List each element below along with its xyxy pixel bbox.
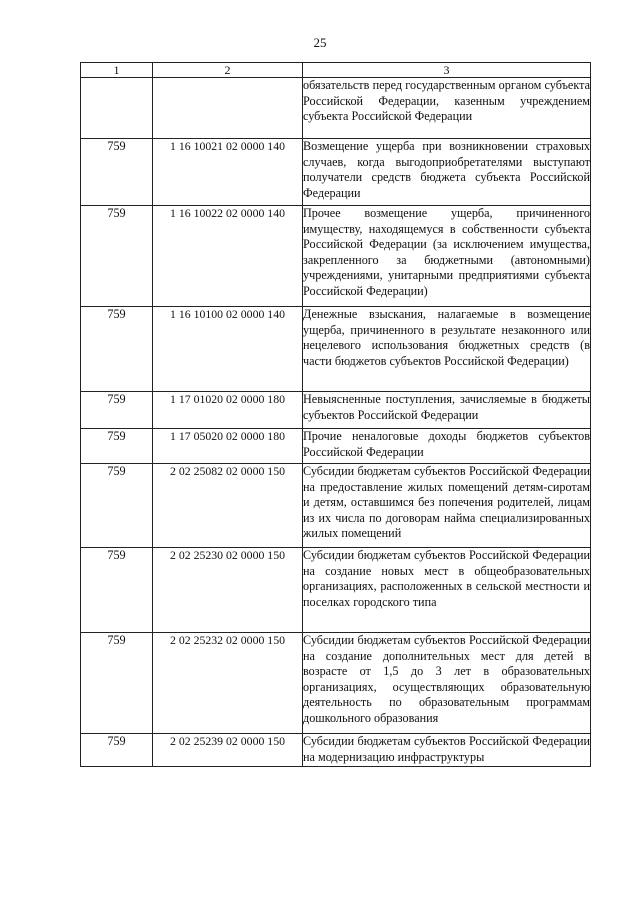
- admin-code-cell: 759: [81, 206, 153, 307]
- admin-code-cell: [81, 78, 153, 139]
- admin-code-cell: 759: [81, 139, 153, 206]
- table-row: [81, 139, 591, 206]
- description-cell: Прочее возмещение ущерба, причиненного имуществу, находящемуся в собственности субъекта Российской Федерации (за исключением имущества, закрепленного за бюджетными (автономными) учреждениями, унитарными предприятиями субъекта Российской Федерации): [303, 206, 591, 307]
- income-code-cell: [153, 78, 303, 139]
- income-code-cell: 1 16 10100 02 0000 140: [153, 307, 303, 392]
- table-row: [81, 206, 591, 307]
- description-cell: Невыясненные поступления, зачисляемые в бюджеты субъектов Российской Федерации: [303, 392, 591, 429]
- table-row: [81, 548, 591, 633]
- table-row: [81, 78, 591, 139]
- income-code-cell: 2 02 25230 02 0000 150: [153, 548, 303, 633]
- description-cell: Прочие неналоговые доходы бюджетов субъектов Российской Федерации: [303, 429, 591, 464]
- description-cell: Субсидии бюджетам субъектов Российской Федерации на модернизацию инфраструктуры: [303, 734, 591, 767]
- description-cell: обязательств перед государственным органом субъекта Российской Федерации, казенным учреждением субъекта Российской Федерации: [303, 78, 591, 139]
- description-cell: Субсидии бюджетам субъектов Российской Федерации на создание новых мест в общеобразовательных организациях, расположенных в сельской местности и поселках городского типа: [303, 548, 591, 633]
- description-cell: Субсидии бюджетам субъектов Российской Федерации на создание дополнительных мест для детей в возрасте от 1,5 до 3 лет в образовательных организациях, осуществляющих образовательную деятельность по образовательным программам дошкольного образования: [303, 633, 591, 734]
- table-row: [81, 392, 591, 429]
- income-code-cell: 1 16 10022 02 0000 140: [153, 206, 303, 307]
- admin-code-cell: 759: [81, 734, 153, 767]
- column-header-1: 1: [81, 63, 153, 78]
- admin-code-cell: 759: [81, 464, 153, 548]
- income-code-cell: 2 02 25082 02 0000 150: [153, 464, 303, 548]
- budget-codes-table: [80, 62, 591, 767]
- table-row: [81, 734, 591, 767]
- table-row: [81, 464, 591, 548]
- table-row: [81, 307, 591, 392]
- admin-code-cell: 759: [81, 548, 153, 633]
- table-row: [81, 633, 591, 734]
- column-header-2: 2: [153, 63, 303, 78]
- table-row: [81, 429, 591, 464]
- income-code-cell: 2 02 25239 02 0000 150: [153, 734, 303, 767]
- table-header-row: [81, 63, 591, 78]
- description-cell: Возмещение ущерба при возникновении страховых случаев, когда выгодоприобретателями выступают получатели средств бюджета субъекта Российской Федерации: [303, 139, 591, 206]
- admin-code-cell: 759: [81, 392, 153, 429]
- page-number: 25: [313, 35, 327, 50]
- admin-code-cell: 759: [81, 307, 153, 392]
- column-header-3: 3: [303, 63, 591, 78]
- income-code-cell: 2 02 25232 02 0000 150: [153, 633, 303, 734]
- income-code-cell: 1 17 05020 02 0000 180: [153, 429, 303, 464]
- description-cell: Денежные взыскания, налагаемые в возмещение ущерба, причиненного в результате незаконного или нецелевого использования бюджетных средств (в части бюджетов субъектов Российской Федерации): [303, 307, 591, 392]
- income-code-cell: 1 16 10021 02 0000 140: [153, 139, 303, 206]
- admin-code-cell: 759: [81, 633, 153, 734]
- admin-code-cell: 759: [81, 429, 153, 464]
- description-cell: Субсидии бюджетам субъектов Российской Федерации на предоставление жилых помещений детям-сиротам и детям, оставшимся без попечения родителей, лицам из их числа по договорам найма специализированных жилых помещений: [303, 464, 591, 548]
- income-code-cell: 1 17 01020 02 0000 180: [153, 392, 303, 429]
